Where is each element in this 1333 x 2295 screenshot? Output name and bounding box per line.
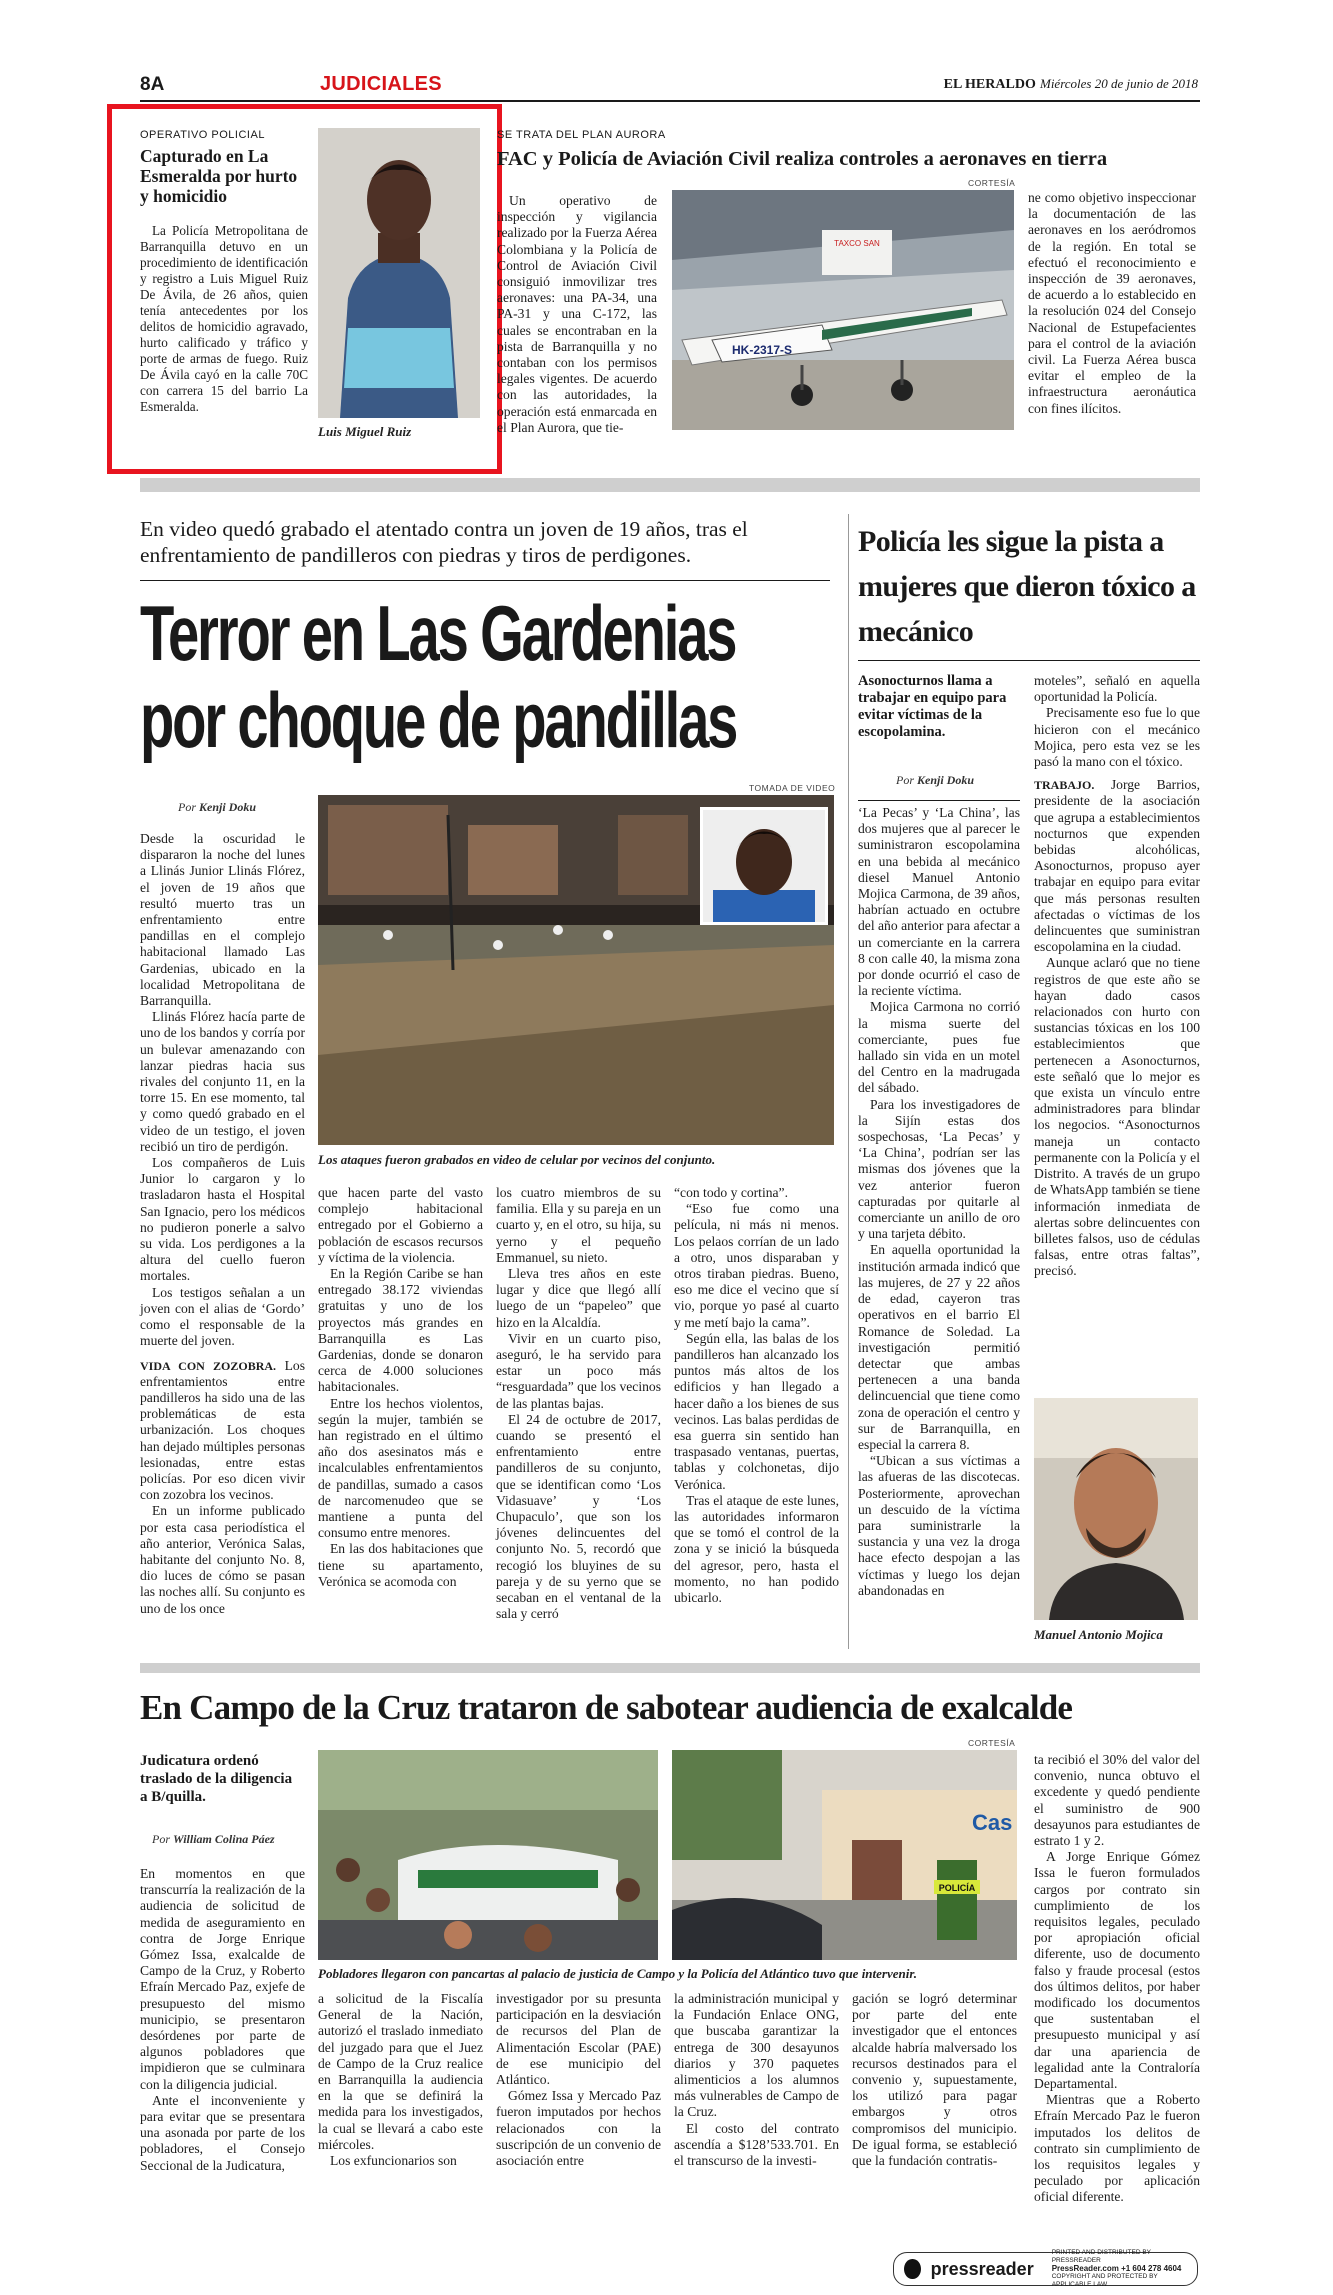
pressreader-brand: pressreader	[930, 2258, 1034, 2279]
section-title: JUDICIALES	[320, 73, 442, 95]
side-col1	[858, 805, 1020, 1599]
suspect-portrait-icon	[318, 128, 480, 418]
side-col2-p2: Precisamente eso fue lo que hicieron con el mecánico Mojica, pero esta vez se les pasó la mano con el tóxico.	[1034, 705, 1200, 770]
bottom-subdeck: Judicatura ordenó traslado de la diligencia a B/quilla.	[140, 1753, 293, 1805]
mechanic-portrait-icon	[1034, 1398, 1198, 1620]
side-byline-rule	[858, 800, 1020, 801]
main-byline-name: Kenji Doku	[199, 800, 257, 814]
brief-kicker: OPERATIVO POLICIAL	[140, 129, 265, 141]
main-col1-p1: Desde la oscuridad le dispararon la noche del lunes a Llinás Junior Llinás Flórez, el joven de 19 años que resultó muerto tras un enfrentamiento entre pandillas en el complejo habitacional llamado Las Gardenias, ubicado en la localidad Metropolitana de Barranquilla.	[140, 831, 305, 1009]
side-byline	[896, 773, 974, 788]
side-col1-p2: Mojica Carmona no corrió la misma suerte del comerciante, pues fue hallado sin vida en un motel del Centro en la madrugada del sábado.	[858, 999, 1020, 1096]
main-col3-p4: El 24 de octubre de 2017, cuando se presentó el enfrentamiento entre pandilleros de su conjunto, que se identifican como ‘Los Vidasuave’ y ‘Los Chupaculo’, que son los jóvenes delincuentes del conjunto No. 5, recordó que recogió los bluyines de su pareja y de su yerno que se secaban en el ventanal de la sala y cerró	[496, 1411, 661, 1622]
newspaper-name: EL HERALDO	[943, 77, 1036, 92]
police-vest-label: POLICÍA	[938, 1883, 976, 1893]
side-byline-name: Kenji Doku	[917, 773, 975, 787]
main-col1-p4: Los testigos señalan a un joven con el alias de ‘Gordo’ como el responsable de la muerte del joven.	[140, 1284, 305, 1349]
aurora-col2: ne como objetivo inspeccionar la documentación de las aeronaves en los aeródromos de la región. En total se efectuó el reconocimiento e inspección de 39 aeronaves, de acuerdo a lo establecido en la resolución 024 del Consejo Nacional de Estupefacientes para el control de la aviación civil. La Fuerza Aérea busca evitar el empleo de la infraestructura aeronáutica con fines ilícitos.	[1028, 190, 1196, 416]
main-col1-p5: Los enfrentamientos entre pandilleros ha sido una de las problemáticas de esta urbanización. Los choques han dejado múltiples personas lesionadas, entre estas policías. Por eso dicen vivir con zozobra los vecinos.	[140, 1357, 305, 1503]
aurora-photo	[672, 190, 1014, 430]
main-col2-p1: que hacen parte del vasto complejo habitacional entregado por el Gobierno a población de escasos recursos y víctima de la violencia.	[318, 1185, 483, 1265]
hangar-sign: TAXCO SAN	[834, 239, 880, 248]
bottom-col1-p1: En momentos en que transcurría la realización de la audiencia de solicitud de medida de aseguramiento en contra de Jorge Enrique Gómez Issa, exalcalde de Campo de la Cruz, y Roberto Efraín Mercado Paz, exjefe de presupuesto del mismo municipio, se presentaron desórdenes por parte de algunos pobladores que impidieron que se culminara con la diligencia judicial.	[140, 1866, 305, 2092]
bottom-col6-p3: Mientras que a Roberto Efraín Mercado Paz le fueron imputados los delitos de contrato sin cumplimiento de los requisitos legales y peculado por aplicación oficial diferente.	[1034, 2092, 1200, 2205]
bottom-col1	[140, 1866, 305, 2174]
main-byline	[178, 800, 256, 815]
bottom-photo-left	[318, 1750, 658, 1960]
brief-body: La Policía Metropolitana de Barranquilla detuvo en un procedimiento de identificación y registro a Luis Miguel Ruiz De Ávila, de 26 años, quien tenía antecedentes por los delitos de homicidio agravado, hurto calificado y tráfico y porte de armas de fuego. Ruiz De Ávila cayó en la calle 70C con carrera 15 del barrio La Esmeralda.	[140, 223, 308, 414]
section-divider-1	[140, 478, 1200, 492]
header-rule	[140, 100, 1200, 102]
main-col1-p2: Llinás Flórez hacía parte de uno de los bandos y corría por un bulevar amenazando con lanzar piedras hacia sus rivales del conjunto 11, en la torre 15. En ese momento, tal y como quedó grabado en el video de un testigo, el joven recibió un tiro de perdigón.	[140, 1009, 305, 1154]
aurora-col1: Un operativo de inspección y vigilancia realizado por la Fuerza Aérea Colombiana y la Policía de Control de Aviación Civil consiguió inmovilizar tres aeronaves: una PA-34, una PA-31 y una C-172, las cuales se encontraban en la pista de Barranquilla y no contaban con los permisos legales vigentes. De acuerdo con las autoridades, la operación está enmarcada en el Plan Aurora, que tie-	[497, 193, 658, 435]
building-sign: Cas	[972, 1810, 1013, 1835]
main-col3-p3: Vivir en un cuarto piso, aseguró, le ha servido para estar un poco más “resguardada” que los vecinos de las plantas bajas.	[496, 1330, 661, 1411]
bottom-byline-prefix: Por	[152, 1832, 170, 1846]
plane-registration: HK-2317-S	[732, 343, 793, 357]
main-col2-p2: En la Región Caribe se han entregado 38.172 viviendas gratuitas y uno de los proyectos más grandes en Barranquilla es Las Gardenias, donde se donaron cerca de 4.000 soluciones habitacionales.	[318, 1266, 483, 1395]
side-byline-prefix: Por	[896, 773, 914, 787]
victim-inset-photo	[700, 807, 828, 925]
main-col4-p1: “con todo y cortina”.	[674, 1185, 788, 1200]
side-photo-caption: Manuel Antonio Mojica	[1034, 1627, 1163, 1642]
bottom-credit: CORTESÍA	[968, 1738, 1016, 1748]
pressreader-info	[1052, 2249, 1187, 2289]
courthouse-scene-icon	[672, 1750, 1017, 1960]
pressreader-line3: COPYRIGHT AND PROTECTED BY APPLICABLE LAW	[1051, 2273, 1158, 2288]
side-col1-p1: ‘La Pecas’ y ‘La China’, las dos mujeres que al parecer le suministraron escopolamina en una bebida al mecánico diesel Manuel Antonio Mojica Carmona, de 39 años, habrían actuado en octubre del año anterior para afectar a un comerciante en la carrera 8 con calle 40, la misma zona por donde ocurrió el caso de la reciente víctima.	[858, 805, 1020, 999]
aurora-kicker: SE TRATA DEL PLAN AURORA	[497, 129, 666, 141]
aurora-credit: CORTESÍA	[968, 178, 1016, 188]
main-col3-p1: los cuatro miembros de su familia. Ella y su pareja en un cuarto y, en el otro, su hija, su yerno y el pequeño Emmanuel, su nieto.	[496, 1185, 661, 1265]
side-col2-lead: TRABAJO.	[1034, 778, 1095, 793]
page-number: 8A	[140, 74, 165, 95]
bottom-col4-p2: El costo del contrato ascendía a $128’533.701. En el transcurso de la investi-	[674, 2120, 839, 2169]
bottom-col1-p2: Ante el inconveniente y para evitar que se presentara una asonada por parte de los pobladores, el Consejo Seccional de la Judicatura,	[140, 2092, 305, 2173]
main-photo-credit: TOMADA DE VIDEO	[749, 783, 836, 793]
bottom-col3-p2: Gómez Issa y Mercado Paz fueron imputados por hechos relacionados con la suscripción de un convenio de asociación entre	[496, 2088, 661, 2169]
brief-photo	[318, 128, 480, 418]
side-col1-p5: “Ubican a sus víctimas a las afueras de las discotecas. Posteriormente, aprovechan un descuido de la víctima para suministrarle la sustancia y una vez la droga hace efecto despojan a las víctimas y luego los dejan abandonadas en	[858, 1453, 1020, 1598]
side-col2-p3: Jorge Barrios, presidente de la asociación que agrupa a establecimientos nocturnos que expenden bebidas alcohólicas, Asonocturnos, propuso ayer trabajar en equipo para evitar que más personas resulten afectadas o víctimas de los delincuentes que suministran escopolamina en la ciudad.	[1034, 777, 1200, 955]
bottom-photo-caption: Pobladores llegaron con pancartas al palacio de justicia de Campo y la Policía del Atlántico tuvo que intervenir.	[318, 1966, 917, 1981]
main-col3	[496, 1185, 661, 1622]
side-col1-p4: En aquella oportunidad la institución armada indicó que las mujeres, de 27 y 22 años de edad, cayeron tras operativos en el barrio El Romance de Soledad. La investigación permitió detectar que ambas pertenecen a una banda delincuencial que tiene como zona de operación el centro y sur de Barranquilla, en especial la carrera 8.	[858, 1242, 1020, 1452]
side-headline-rule	[858, 660, 1200, 661]
brief-headline: Capturado en La Esmeralda por hurto y homicidio	[140, 146, 298, 206]
bottom-byline-name: William Colina Páez	[173, 1832, 275, 1846]
bottom-col3-p1: investigador por su presunta participación en la desviación de recursos del Plan de Alimentación Escolar (PAE) de ese municipio del Atlántico.	[496, 1991, 661, 2088]
main-deck-rule	[140, 580, 830, 581]
bottom-headline: En Campo de la Cruz trataron de sabotear audiencia de exalcalde	[140, 1688, 1073, 1727]
side-col2-p1: moteles”, señaló en aquella oportunidad la Policía.	[1034, 673, 1200, 705]
masthead-info	[880, 76, 1198, 93]
side-col1-p3: Para los investigadores de la Sijín estas dos sospechosas, ‘La Pecas’ y ‘La China’, podrían ser las mismas dos jóvenes que la vez anterior fueron capturadas por quitarle al comerciante un anillo de oro y una tarjeta débito.	[858, 1096, 1020, 1242]
airplane-hangar-icon	[672, 190, 1014, 430]
side-divider	[848, 514, 849, 1649]
bottom-col3	[496, 1991, 661, 2169]
bottom-photo-right	[672, 1750, 1017, 1960]
bottom-col2-p2: Los exfuncionarios son	[330, 2153, 457, 2169]
bottom-col6-p2: A Jorge Enrique Gómez Issa le fueron formulados cargos por contrato sin cumplimiento de los requisitos legales, peculado por apropiación oficial diferente, uso de documento falso y fraude procesal (estos dos últimos delitos, por haber modificado los documentos que sustentaban el presupuesto municipal y así dar una apariencia de legalidad ante la Contraloría Departamental.	[1034, 1849, 1200, 2092]
side-col2	[1034, 673, 1200, 1280]
pressreader-logo-icon	[904, 2259, 921, 2279]
bottom-col6-p1: ta recibió el 30% del valor del convenio, nunca obtuvo el excedente y quedó pendiente el suministro de 900 desayunos para estudiantes de estrato 1 y 2.	[1034, 1752, 1200, 1849]
pressreader-line2: PressReader.com +1 604 278 4604	[1051, 2264, 1182, 2273]
main-col1-p3: Los compañeros de Luis Junior lo cargaron y lo trasladaron hasta el Hospital San Ignacio, pero los médicos no pudieron ponerle a salvo su vida. Los perdigones a la altura del cuello fueron mortales.	[140, 1155, 305, 1284]
main-col4-p4: Tras el ataque de este lunes, las autoridades informaron que se tomó el control de la zona y se inició la búsqueda del agresor, pero, hasta el momento, no han podido ubicarlo.	[674, 1492, 839, 1606]
side-headline: Policía les sigue la pista a mujeres que dieron tóxico a mecánico	[858, 525, 1196, 648]
main-col4-p3: Según ella, las balas de los pandilleros han alcanzado los puntos más altos de los edificios y han llegado a hacer daño a los bienes de sus vecinos. Las balas perdidas de esa guerra sin sentido han traspasado ventanas, puertas, tablas y colchonetas, dijo Verónica.	[674, 1330, 839, 1492]
side-col2-p4: Aunque aclaró que no tiene registros de que este año se hayan dado casos relacionados con hurto con sustancias tóxicas en los 100 establecimientos que pertenecen a Asonocturnos, este señaló que lo mejor es que exista un vínculo entre administradores para blindar los negocios. “Asonocturnos maneja un contacto permanente con la Policía y el Distrito. A través de un grupo de WhatsApp también se tiene información inmediata de alertas sobre delincuentes con billetes falsos, uso de cédulas falsas, entre otras faltas”, precisó.	[1034, 955, 1200, 1279]
bottom-byline	[152, 1832, 275, 1847]
main-headline	[140, 589, 737, 764]
main-col1-p6: En un informe publicado por esta casa periodística el año anterior, Verónica Salas, habitante del conjunto No. 8, dio luces de cómo se pasan las noches allí. Su conjunto es uno de los once	[140, 1503, 305, 1616]
section-divider-2	[140, 1663, 1200, 1673]
main-col4	[674, 1185, 839, 1606]
bottom-col4	[674, 1991, 839, 2169]
main-col4-p2: “Eso fue como una película, ni más ni menos. Los pelaos corrían de un lado a otro, unos disparaban y otros tiraban piedras. Bueno, eso me dice el vecino que sí vio, porque yo pasé al cuarto y me metí bajo la cama”.	[674, 1201, 839, 1330]
bottom-col5	[852, 1991, 1017, 2169]
main-deck: En video quedó grabado el atentado contra un joven de 19 años, tras el enfrentamiento de pandilleros con piedras y tiros de perdigones.	[140, 517, 748, 567]
issue-date: Miércoles 20 de junio de 2018	[1039, 76, 1198, 91]
side-photo	[1034, 1398, 1198, 1620]
main-col1-lead: VIDA CON ZOZOBRA.	[140, 1358, 277, 1373]
victim-portrait-icon	[703, 810, 825, 922]
main-photo-caption: Los ataques fueron grabados en video de celular por vecinos del conjunto.	[318, 1152, 716, 1167]
side-subdeck: Asonocturnos llama a trabajar en equipo para evitar víctimas de la escopolamina.	[858, 673, 1007, 740]
bottom-col6	[1034, 1752, 1200, 2206]
main-col2-p4: En las dos habitaciones que tiene su apartamento, Verónica se acomoda con	[318, 1541, 483, 1589]
main-col1	[140, 831, 305, 1617]
main-headline-line2: por choque de pandillas	[140, 676, 737, 764]
bottom-col5-p1: gación se logró determinar por parte del ente investigador que el entonces alcalde habría malversado los recursos destinados para el convenio y, supuestamente, los utilizó para pagar embargos y otros compromisos del municipio. De igual forma, se estableció que la fundación contratis-	[852, 1991, 1017, 2169]
bottom-col4-p1: la administración municipal y la Fundación Enlace ONG, que buscaba garantizar la entrega de 300 desayunos diarios y 370 paquetes alimenticios a los alumnos más vulnerables de Campo de la Cruz.	[674, 1991, 839, 2120]
main-col3-p2: Lleva tres años en este lugar y dice que llegó allí luego de un “papeleo” que hizo en la Alcaldía.	[496, 1266, 661, 1330]
bottom-col2	[318, 1991, 483, 2169]
main-col2-p3: Entre los hechos violentos, según la mujer, también se han registrado en el último año dos asesinatos más e incalculables enfrentamientos de pandillas, sumado a casos de narcomenudeo que se mantiene a punta del consumo entre menores.	[318, 1395, 483, 1541]
main-headline-line1: Terror en Las Gardenias	[140, 589, 736, 677]
main-byline-prefix: Por	[178, 800, 196, 814]
main-photo	[318, 795, 834, 1145]
pressreader-line1: PRINTED AND DISTRIBUTED BY PRESSREADER	[1051, 2249, 1151, 2264]
crowd-scene-icon	[318, 1750, 658, 1960]
brief-photo-caption: Luis Miguel Ruiz	[318, 424, 412, 439]
aurora-headline: FAC y Policía de Aviación Civil realiza controles a aeronaves en tierra	[497, 148, 1108, 170]
main-col2	[318, 1185, 483, 1590]
pressreader-badge[interactable]	[893, 2249, 1198, 2288]
bottom-col2-p1: a solicitud de la Fiscalía General de la Nación, autorizó el traslado inmediato del juzgado para que el Juez de Campo de la Cruz realice en Barranquilla la audiencia en la que se definirá la medida para los investigados, la cual se llevará a cabo este miércoles.	[318, 1991, 483, 2152]
